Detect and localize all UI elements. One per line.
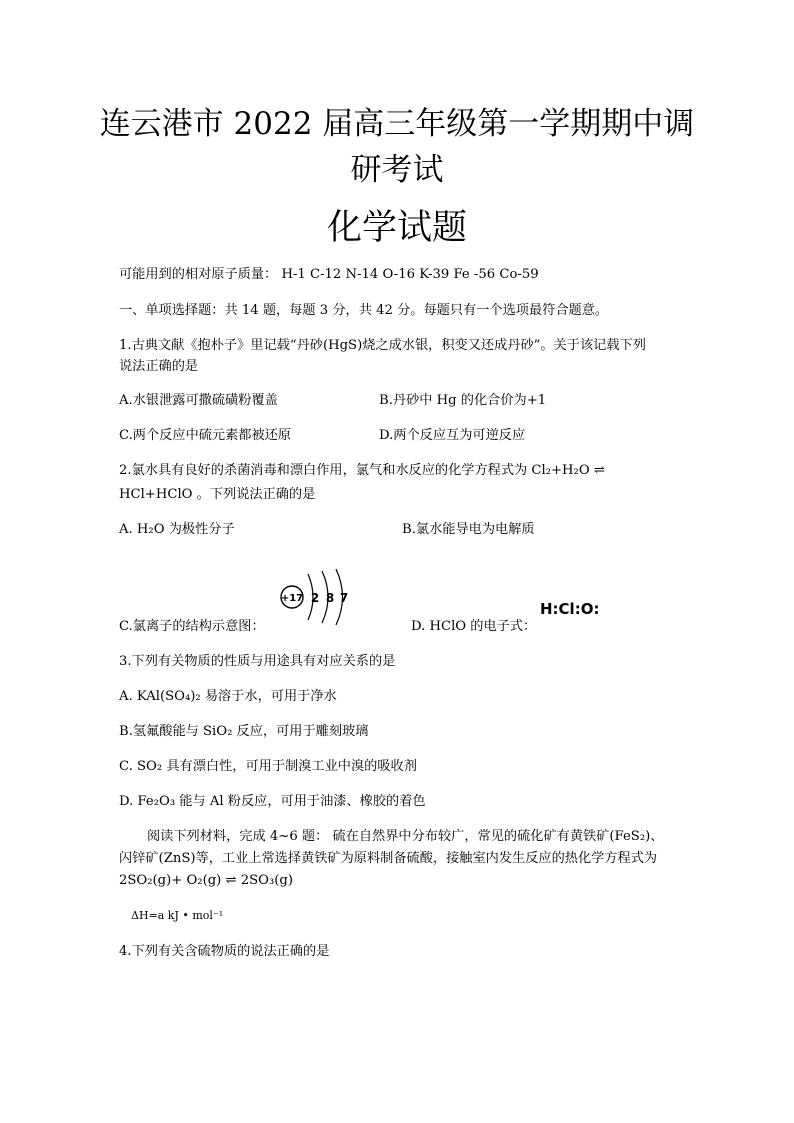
enthalpy-change: ΔH=a kJ • mol⁻¹ xyxy=(131,909,224,922)
nucleus-charge: +17 xyxy=(280,593,304,604)
q3-option-c: C. SO₂ 具有漂白性，可用于制溴工业中溴的吸收剂 xyxy=(119,759,417,774)
reading-material: 阅读下列材料，完成 4~6 题： 硫在自然界中分布较广，常见的硫化矿有黄铁矿(FeS₂)、 xyxy=(147,829,664,844)
q2-option-a: A. H₂O 为极性分子 xyxy=(119,522,235,537)
q1-option-b: B.丹砂中 Hg 的化合价为+1 xyxy=(379,393,547,408)
reading-material-continued: 闪锌矿(ZnS)等，工业上常选择黄铁矿为原料制备硫酸，接触室内发生反应的热化学方程式为 xyxy=(119,851,658,866)
q2-stem-continued: HCl+HClO 。下列说法正确的是 xyxy=(119,487,316,502)
shell-2-electrons: 8 xyxy=(325,591,335,605)
q1-stem: 1.古典文献《抱朴子》里记载“丹砂(HgS)烧之成水银，积变又还成丹砂”。关于该记载下列 xyxy=(119,338,646,353)
q3-option-d: D. Fe₂O₃ 能与 Al 粉反应，可用于油漆、橡胶的着色 xyxy=(119,794,426,809)
q2-option-b: B.氯水能导电为电解质 xyxy=(402,522,535,537)
q3-stem: 3.下列有关物质的性质与用途具有对应关系的是 xyxy=(119,654,396,669)
subject-title: 化学试题 xyxy=(326,208,467,248)
q1-option-d: D.两个反应互为可逆反应 xyxy=(379,428,526,443)
thermochemical-equation: 2SO₂(g)+ O₂(g) ⇌ 2SO₃(g) xyxy=(119,873,294,888)
section-heading: 一、单项选择题：共 14 题，每题 3 分，共 42 分。每题只有一个选项最符合题意。 xyxy=(119,303,609,318)
shell-3-electrons: 7 xyxy=(339,591,349,605)
q1-stem-continued: 说法正确的是 xyxy=(119,359,199,374)
q3-option-b: B.氢氟酸能与 SiO₂ 反应，可用于雕刻玻璃 xyxy=(119,724,369,739)
exam-title-continued: 研考试 xyxy=(350,152,444,188)
q1-option-c: C.两个反应中硫元素都被还原 xyxy=(119,428,292,443)
hclo-electron-formula: H:Cl:O: xyxy=(540,600,600,618)
q3-option-a: A. KAl(SO₄)₂ 易溶于水，可用于净水 xyxy=(119,689,337,704)
shell-1-electrons: 2 xyxy=(310,591,320,605)
exam-title: 连云港市 2022 届高三年级第一学期期中调 xyxy=(99,106,695,142)
q2-option-d: D. HClO 的电子式： xyxy=(411,619,537,634)
q1-option-a: A.水银泄露可撒硫磺粉覆盖 xyxy=(119,393,278,408)
chloride-ion-structure-diagram xyxy=(278,566,358,626)
atomic-masses-line: 可能用到的相对原子质量： H-1 C-12 N-14 O-16 K-39 Fe -56 Co-59 xyxy=(119,267,539,282)
q4-stem: 4.下列有关含硫物质的说法正确的是 xyxy=(119,944,330,959)
q2-stem: 2.氯水具有良好的杀菌消毒和漂白作用，氯气和水反应的化学方程式为 Cl₂+H₂O ⇌ xyxy=(119,463,605,478)
q2-option-c: C.氯离子的结构示意图： xyxy=(119,619,265,634)
